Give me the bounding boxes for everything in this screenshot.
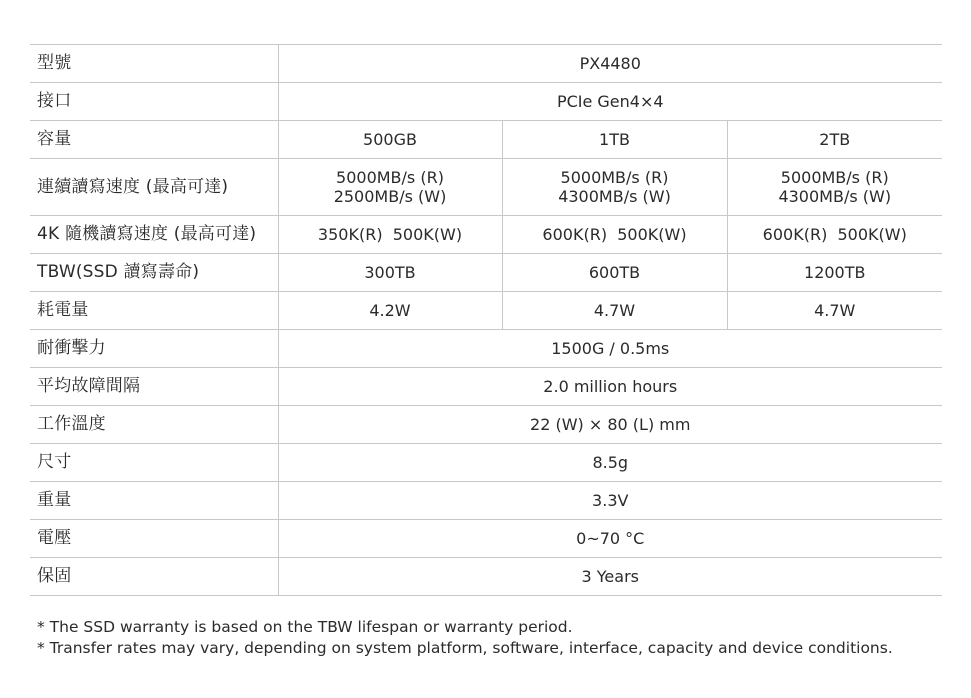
row-label: 保固 <box>30 558 278 596</box>
read-speed: 5000MB/s (R) <box>336 168 444 187</box>
read-speed: 5000MB/s (R) <box>560 168 669 187</box>
row-value: 600K(R) 500K(W) <box>727 216 942 254</box>
row-value: 22 (W) × 80 (L) mm <box>278 406 942 444</box>
row-label: 平均故障間隔 <box>30 368 278 406</box>
row-value: 4.7W <box>502 292 727 330</box>
row-value: 350K(R) 500K(W) <box>278 216 502 254</box>
write-speed: 2500MB/s (W) <box>333 187 447 206</box>
row-value: 600TB <box>502 254 727 292</box>
row-value: PX4480 <box>278 45 942 83</box>
spec-row-capacity <box>30 121 942 159</box>
spec-row-warranty <box>30 558 942 596</box>
spec-row-shock <box>30 330 942 368</box>
row-value <box>727 159 942 216</box>
row-value <box>278 159 502 216</box>
read-speed: 5000MB/s (R) <box>780 168 889 187</box>
footnote-transfer-rates: * Transfer rates may vary, depending on system platform, software, interface, capacity and device conditions. <box>37 639 893 657</box>
row-value: 0~70 °C <box>278 520 942 558</box>
row-label: 接口 <box>30 83 278 121</box>
row-label: 耐衝擊力 <box>30 330 278 368</box>
row-value: 1200TB <box>727 254 942 292</box>
row-value: 1500G / 0.5ms <box>278 330 942 368</box>
write-speed: 4300MB/s (W) <box>778 187 892 206</box>
spec-row-voltage <box>30 520 942 558</box>
row-value: 300TB <box>278 254 502 292</box>
spec-row-dimensions <box>30 444 942 482</box>
row-value: 600K(R) 500K(W) <box>502 216 727 254</box>
row-value: 3 Years <box>278 558 942 596</box>
row-label: 電壓 <box>30 520 278 558</box>
row-label: 連續讀寫速度 (最高可達) <box>30 159 278 216</box>
footnotes <box>37 617 937 659</box>
spec-row-power <box>30 292 942 330</box>
spec-row-weight <box>30 482 942 520</box>
spec-table <box>30 44 942 596</box>
write-speed: 4300MB/s (W) <box>558 187 671 206</box>
spec-row-model <box>30 45 942 83</box>
row-label: 4K 隨機讀寫速度 (最高可達) <box>30 216 278 254</box>
spec-row-interface <box>30 83 942 121</box>
row-value: 4.2W <box>278 292 502 330</box>
spec-row-operating-temp <box>30 406 942 444</box>
row-value: 1TB <box>502 121 727 159</box>
row-label: 尺寸 <box>30 444 278 482</box>
row-value: 3.3V <box>278 482 942 520</box>
row-value: 4.7W <box>727 292 942 330</box>
spec-row-tbw <box>30 254 942 292</box>
spec-row-sequential-speed <box>30 159 942 216</box>
footnote-warranty: * The SSD warranty is based on the TBW lifespan or warranty period. <box>37 618 573 636</box>
row-label: 耗電量 <box>30 292 278 330</box>
row-value: 8.5g <box>278 444 942 482</box>
row-value: 2.0 million hours <box>278 368 942 406</box>
row-value: 2TB <box>727 121 942 159</box>
row-value: PCIe Gen4×4 <box>278 83 942 121</box>
spec-row-mtbf <box>30 368 942 406</box>
row-value <box>502 159 727 216</box>
row-label: 重量 <box>30 482 278 520</box>
row-label: 型號 <box>30 45 278 83</box>
row-label: TBW(SSD 讀寫壽命) <box>30 254 278 292</box>
row-label: 容量 <box>30 121 278 159</box>
row-value: 500GB <box>278 121 502 159</box>
row-label: 工作溫度 <box>30 406 278 444</box>
spec-row-random-speed <box>30 216 942 254</box>
